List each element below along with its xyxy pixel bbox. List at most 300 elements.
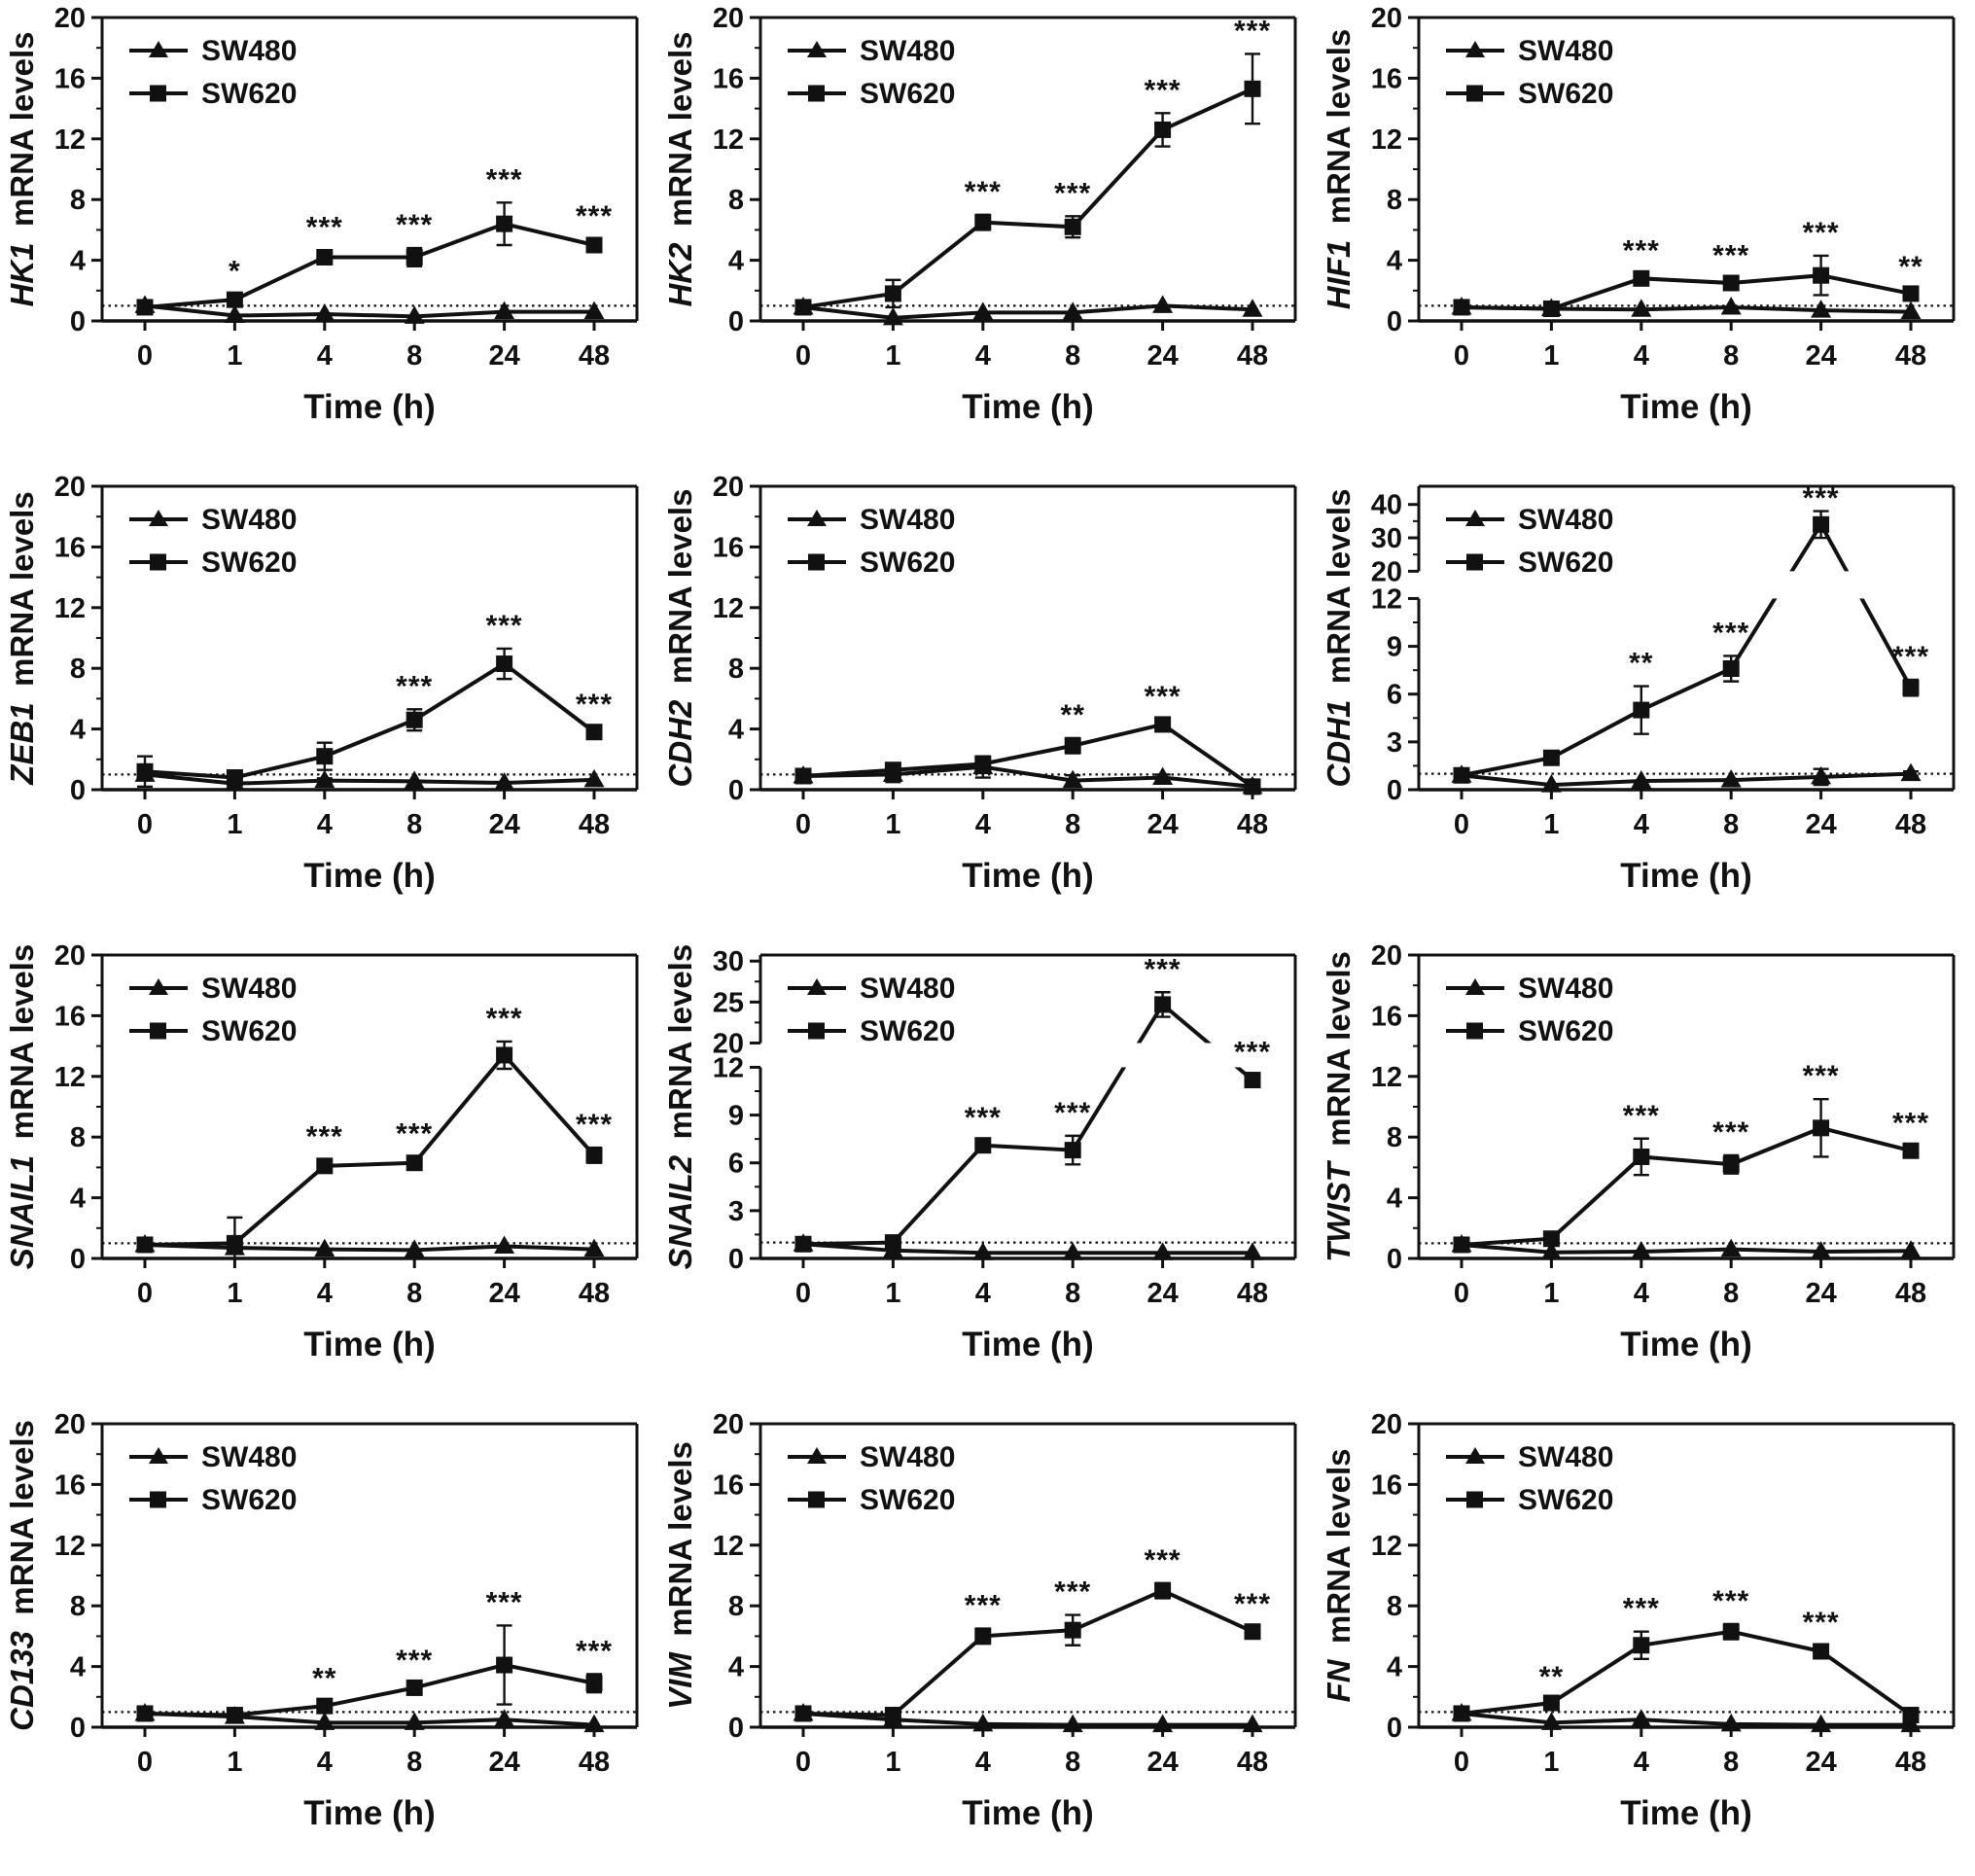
legend-label: SW480 [860,35,956,67]
legend-label: SW480 [860,1441,956,1473]
y-tick-label: 16 [1370,63,1402,95]
x-tick-label: 48 [1236,1747,1269,1778]
x-axis-title: Time (h) [303,857,436,895]
y-tick-label: 20 [53,1409,86,1440]
y-tick-label: 16 [712,1469,744,1502]
chart-CDH2 [658,469,1317,938]
y-tick-label: 12 [712,1530,744,1562]
chart-HIF1 [1317,0,1975,469]
significance-label: *** [575,199,614,232]
significance-label: *** [396,1644,434,1677]
significance-label: *** [1144,953,1181,986]
significance-label: *** [1712,617,1750,650]
square-marker [1245,81,1261,97]
y-tick-label: 16 [53,1001,86,1033]
square-marker [316,1157,333,1174]
legend [1446,1441,1613,1516]
legend-label: SW480 [860,973,956,1005]
x-axis-title: Time (h) [1620,857,1752,895]
y-tick-label: 0 [727,1244,744,1275]
legend-label: SW480 [860,504,956,536]
square-marker [1723,660,1740,677]
legend-label: SW620 [201,1484,298,1516]
y-tick-label: 9 [727,1100,744,1132]
sig-stars [1623,217,1923,283]
x-axis [795,321,1268,372]
legend-label: SW480 [1518,35,1614,67]
y-tick-label: 3 [1386,726,1402,759]
legend-label: SW620 [201,547,298,579]
square-marker [406,712,423,728]
x-tick-label: 4 [974,1747,991,1778]
y-axis-title: CDH2 mRNA levels [662,488,698,788]
significance-label: *** [485,163,523,196]
x-tick-label: 24 [1805,809,1837,840]
x-tick-label: 0 [1453,340,1470,372]
x-axis [795,1727,1268,1778]
square-marker [586,1675,603,1691]
square-marker [1813,516,1829,533]
square-marker [1723,275,1740,292]
square-marker [496,655,512,672]
x-tick-label: 8 [1065,340,1081,372]
legend-label: SW620 [860,1484,956,1516]
significance-label: *** [396,1117,434,1150]
x-tick-label: 4 [316,1747,333,1778]
sig-stars [229,163,613,287]
y-axis [1371,1409,1419,1744]
square-marker [1903,680,1920,696]
x-tick-label: 24 [1146,809,1179,840]
x-tick-label: 24 [1146,1747,1179,1778]
y-tick-label: 12 [53,1530,86,1562]
y-tick-label: 12 [712,1052,744,1084]
y-axis-title: CD133 mRNA levels [4,1420,40,1731]
y-axis [713,3,760,337]
series-line-SW480 [803,1244,1252,1253]
legend [788,504,955,579]
significance-label: *** [396,670,434,703]
y-axis [1371,490,1419,806]
square-marker [1813,1119,1829,1136]
y-axis [713,946,760,1275]
y-tick-label: 16 [1370,1469,1402,1502]
x-tick-label: 8 [406,1278,423,1309]
y-tick-label: 25 [712,987,744,1019]
significance-label: *** [1054,1096,1092,1129]
y-tick-label: 20 [53,940,86,972]
sig-stars [306,1003,613,1153]
significance-label: *** [1233,1588,1272,1621]
x-axis-title: Time (h) [1620,1326,1752,1363]
chart-HK2 [658,0,1317,469]
x-tick-label: 24 [1805,340,1837,372]
square-marker [1543,750,1560,766]
y-tick-label: 0 [727,306,744,337]
x-tick-label: 0 [1453,1278,1470,1309]
legend-square-marker [1466,554,1483,571]
x-tick-label: 1 [885,1278,901,1309]
x-tick-label: 4 [1633,1278,1649,1309]
x-axis [137,1727,610,1778]
significance-label: *** [485,1586,523,1619]
plot-box [102,1424,637,1727]
y-tick-label: 8 [727,1591,744,1623]
y-tick-label: 4 [69,714,86,746]
x-tick-label: 24 [1146,340,1179,372]
x-tick-label: 4 [974,809,991,840]
significance-label: *** [1054,1575,1092,1609]
legend-square-marker [150,1492,166,1508]
y-tick-label: 0 [727,775,744,806]
y-tick-label: 8 [1386,1591,1402,1623]
significance-label: *** [1054,177,1092,210]
x-tick-label: 48 [1236,1278,1269,1309]
legend-square-marker [1466,1492,1483,1508]
legend [788,35,955,110]
legend-label: SW620 [1518,1484,1614,1516]
x-tick-label: 48 [578,1747,611,1778]
plot-box [760,486,1295,790]
significance-label: *** [964,1101,1002,1134]
x-axis-title: Time (h) [1620,388,1752,426]
series-line-SW620 [145,664,594,778]
x-tick-label: 48 [1894,1747,1927,1778]
x-tick-label: 24 [488,809,520,840]
legend-label: SW620 [860,547,956,579]
y-axis-title: HK2 mRNA levels [662,31,698,307]
square-marker [1903,1707,1920,1723]
y-axis [1371,940,1419,1275]
square-marker [885,1234,901,1251]
square-marker [586,1147,603,1163]
square-marker [496,1657,512,1674]
square-marker [1543,1695,1560,1712]
x-tick-label: 0 [794,1278,812,1309]
legend-label: SW620 [1518,547,1614,579]
y-tick-label: 12 [53,124,86,156]
y-tick-label: 12 [1370,584,1402,616]
significance-label: ** [1898,251,1923,284]
x-tick-label: 0 [136,1747,154,1778]
significance-label: ** [1060,698,1085,731]
x-axis-title: Time (h) [1620,1794,1752,1832]
x-axis-title: Time (h) [962,1326,1094,1363]
square-marker [1454,767,1470,784]
legend-label: SW620 [201,78,298,110]
y-tick-label: 0 [1386,306,1402,337]
y-tick-label: 4 [727,1651,744,1683]
x-tick-label: 24 [488,340,520,372]
y-tick-label: 8 [69,185,86,217]
x-tick-label: 1 [885,340,901,372]
x-axis [137,790,610,840]
legend-label: SW620 [201,1015,298,1047]
y-tick-label: 16 [1370,1001,1402,1033]
y-tick-label: 40 [1370,489,1402,521]
y-tick-label: 12 [53,1061,86,1093]
x-tick-label: 1 [227,340,243,372]
legend [129,1441,297,1516]
significance-label: *** [964,175,1002,208]
y-tick-label: 12 [712,592,744,624]
y-axis-title: SNAIL1 mRNA levels [4,943,40,1270]
y-tick-label: 8 [1386,1122,1402,1154]
legend [129,35,297,110]
legend-label: SW620 [860,1015,956,1047]
x-tick-label: 1 [1543,1278,1560,1309]
y-axis [54,940,102,1275]
legend-label: SW480 [1518,973,1614,1005]
x-tick-label: 0 [1453,809,1470,840]
y-tick-label: 8 [1386,185,1402,217]
y-tick-label: 8 [69,1591,86,1623]
x-tick-label: 24 [488,1278,520,1309]
x-tick-label: 48 [1236,340,1269,372]
x-tick-label: 0 [136,1278,154,1309]
square-marker [1813,1644,1829,1660]
x-tick-label: 1 [1543,809,1560,840]
y-axis-title: HIF1 mRNA levels [1321,28,1357,310]
square-marker [1065,1142,1081,1158]
series-line-SW620 [803,1591,1252,1716]
x-tick-label: 0 [794,809,812,840]
y-tick-label: 12 [1370,124,1402,156]
y-tick-label: 20 [1370,3,1402,34]
x-axis-title: Time (h) [303,1794,436,1832]
x-tick-label: 0 [1453,1747,1470,1778]
legend-label: SW620 [1518,1015,1614,1047]
square-marker [1633,1637,1649,1653]
significance-label: *** [1144,681,1181,714]
y-tick-label: 8 [727,654,744,686]
square-marker [137,299,154,315]
x-tick-label: 24 [1805,1747,1837,1778]
y-tick-label: 4 [1386,245,1402,277]
square-marker [1543,301,1560,317]
square-marker [1065,737,1081,754]
x-axis [137,1258,610,1309]
square-marker [1633,270,1649,287]
legend [129,973,297,1047]
y-tick-label: 4 [1386,1183,1402,1215]
square-marker [974,1137,991,1153]
x-tick-label: 8 [1065,1747,1081,1778]
square-marker [1903,285,1920,301]
series-points-SW620 [1454,1099,1920,1253]
square-marker [137,1705,154,1721]
square-marker [1154,996,1171,1012]
x-axis [795,790,1268,840]
y-axis-title: SNAIL2 mRNA levels [662,943,698,1270]
chart-SNAIL2 [658,938,1317,1406]
square-marker [586,237,603,254]
y-tick-label: 8 [69,1122,86,1154]
series-points-SW480 [1452,1234,1922,1259]
significance-label: *** [964,1589,1002,1622]
legend-square-marker [1466,86,1483,102]
chart-VIM [658,1406,1317,1875]
x-tick-label: 48 [578,340,611,372]
y-tick-label: 0 [69,775,86,806]
series-line-SW620 [1462,1128,1911,1245]
y-tick-label: 12 [53,592,86,624]
series-line-SW620 [1462,275,1911,308]
x-tick-label: 0 [794,340,812,372]
square-marker [406,1680,423,1696]
square-marker [1065,1622,1081,1639]
chart-CDH1 [1317,469,1975,938]
x-tick-label: 48 [1894,1278,1927,1309]
square-marker [227,1235,243,1252]
significance-label: *** [1802,1060,1840,1093]
y-tick-label: 0 [1386,775,1402,806]
square-marker [227,769,243,786]
legend [129,504,297,579]
x-tick-label: 4 [1633,809,1649,840]
plot-box [760,1424,1295,1727]
plot-box [1419,18,1954,321]
x-tick-label: 48 [1236,809,1269,840]
chart-SNAIL1 [0,938,658,1406]
y-tick-label: 30 [712,946,744,978]
y-tick-label: 0 [69,1713,86,1744]
series-line-SW620 [145,1665,594,1715]
x-tick-label: 8 [1065,1278,1081,1309]
square-marker [586,724,603,740]
y-tick-label: 20 [712,1028,744,1060]
square-marker [137,1236,154,1253]
x-tick-label: 4 [974,1278,991,1309]
square-marker [496,216,512,232]
significance-label: *** [1712,1115,1750,1149]
significance-label: *** [1144,1543,1181,1576]
chart-CD133 [0,1406,658,1875]
x-tick-label: 1 [1543,1747,1560,1778]
significance-label: * [229,255,241,288]
plot-box [102,955,637,1258]
axis-break-band [1415,571,1957,598]
x-tick-label: 8 [1723,340,1740,372]
triangle-marker [1152,295,1173,313]
square-marker [1723,1623,1740,1640]
y-tick-label: 8 [69,654,86,686]
legend-label: SW480 [1518,504,1614,536]
x-axis [1454,1258,1926,1309]
x-tick-label: 48 [578,1278,611,1309]
square-marker [795,767,812,784]
y-tick-label: 20 [1370,940,1402,972]
y-tick-label: 16 [712,532,744,564]
series-line-SW480 [1462,774,1911,785]
x-tick-label: 24 [1146,1278,1179,1309]
x-tick-label: 8 [1723,809,1740,840]
square-marker [137,763,154,780]
y-tick-label: 12 [712,124,744,156]
square-marker [795,299,812,315]
square-marker [885,761,901,778]
y-tick-label: 4 [69,1651,86,1683]
x-axis-title: Time (h) [962,388,1094,426]
square-marker [316,748,333,764]
square-marker [1154,122,1171,138]
legend-label: SW480 [201,504,298,536]
x-tick-label: 1 [227,1278,243,1309]
series-line-SW620 [145,1055,594,1245]
x-tick-label: 4 [316,1278,333,1309]
significance-label: *** [1891,640,1930,673]
significance-label: *** [575,1635,614,1668]
square-marker [316,1698,333,1715]
x-axis [1454,321,1926,372]
y-axis [713,472,760,806]
square-marker [1454,299,1470,315]
square-marker [1245,1623,1261,1640]
y-tick-label: 6 [1386,679,1402,711]
x-tick-label: 0 [136,340,154,372]
y-axis-title: HK1 mRNA levels [4,31,40,307]
y-axis-title: FN mRNA levels [1321,1448,1357,1703]
square-marker [974,756,991,772]
legend-label: SW480 [201,35,298,67]
series-line-SW480 [145,305,594,316]
legend-square-marker [1466,1023,1483,1040]
x-tick-label: 48 [578,809,611,840]
x-tick-label: 8 [1723,1278,1740,1309]
significance-label: *** [1891,1107,1930,1140]
x-tick-label: 4 [974,340,991,372]
y-tick-label: 20 [1370,556,1402,588]
legend-label: SW620 [1518,78,1614,110]
x-axis [137,321,610,372]
y-axis [54,3,102,337]
x-tick-label: 8 [1723,1747,1740,1778]
significance-label: *** [1802,216,1840,249]
y-tick-label: 20 [712,472,744,503]
square-marker [795,1236,812,1253]
x-tick-label: 48 [1894,809,1927,840]
x-axis-title: Time (h) [303,1326,436,1363]
y-tick-label: 20 [1370,1409,1402,1440]
plot-box [1419,486,1954,790]
square-marker [496,1046,512,1063]
y-tick-label: 20 [712,1409,744,1440]
significance-label: ** [1629,647,1654,680]
y-tick-label: 4 [727,245,744,277]
x-tick-label: 1 [885,809,901,840]
square-marker [1543,1230,1560,1247]
plot-box [102,486,637,790]
significance-label: *** [1712,1584,1750,1617]
chart-HK1 [0,0,658,469]
significance-label: *** [1622,1592,1660,1625]
legend-square-marker [808,554,825,571]
y-tick-label: 9 [1386,631,1402,663]
chart-TWIST [1317,938,1975,1406]
square-marker [885,285,901,301]
sig-stars [1623,1060,1929,1149]
plot-box [1419,955,1954,1258]
significance-label: *** [305,1120,343,1153]
legend [1446,504,1613,579]
series-line-SW620 [1462,1632,1911,1716]
x-axis-title: Time (h) [962,857,1094,895]
square-marker [1454,1236,1470,1253]
y-tick-label: 16 [53,532,86,564]
legend [1446,35,1613,110]
x-axis [795,1258,1268,1309]
plot-box [760,955,1295,1258]
